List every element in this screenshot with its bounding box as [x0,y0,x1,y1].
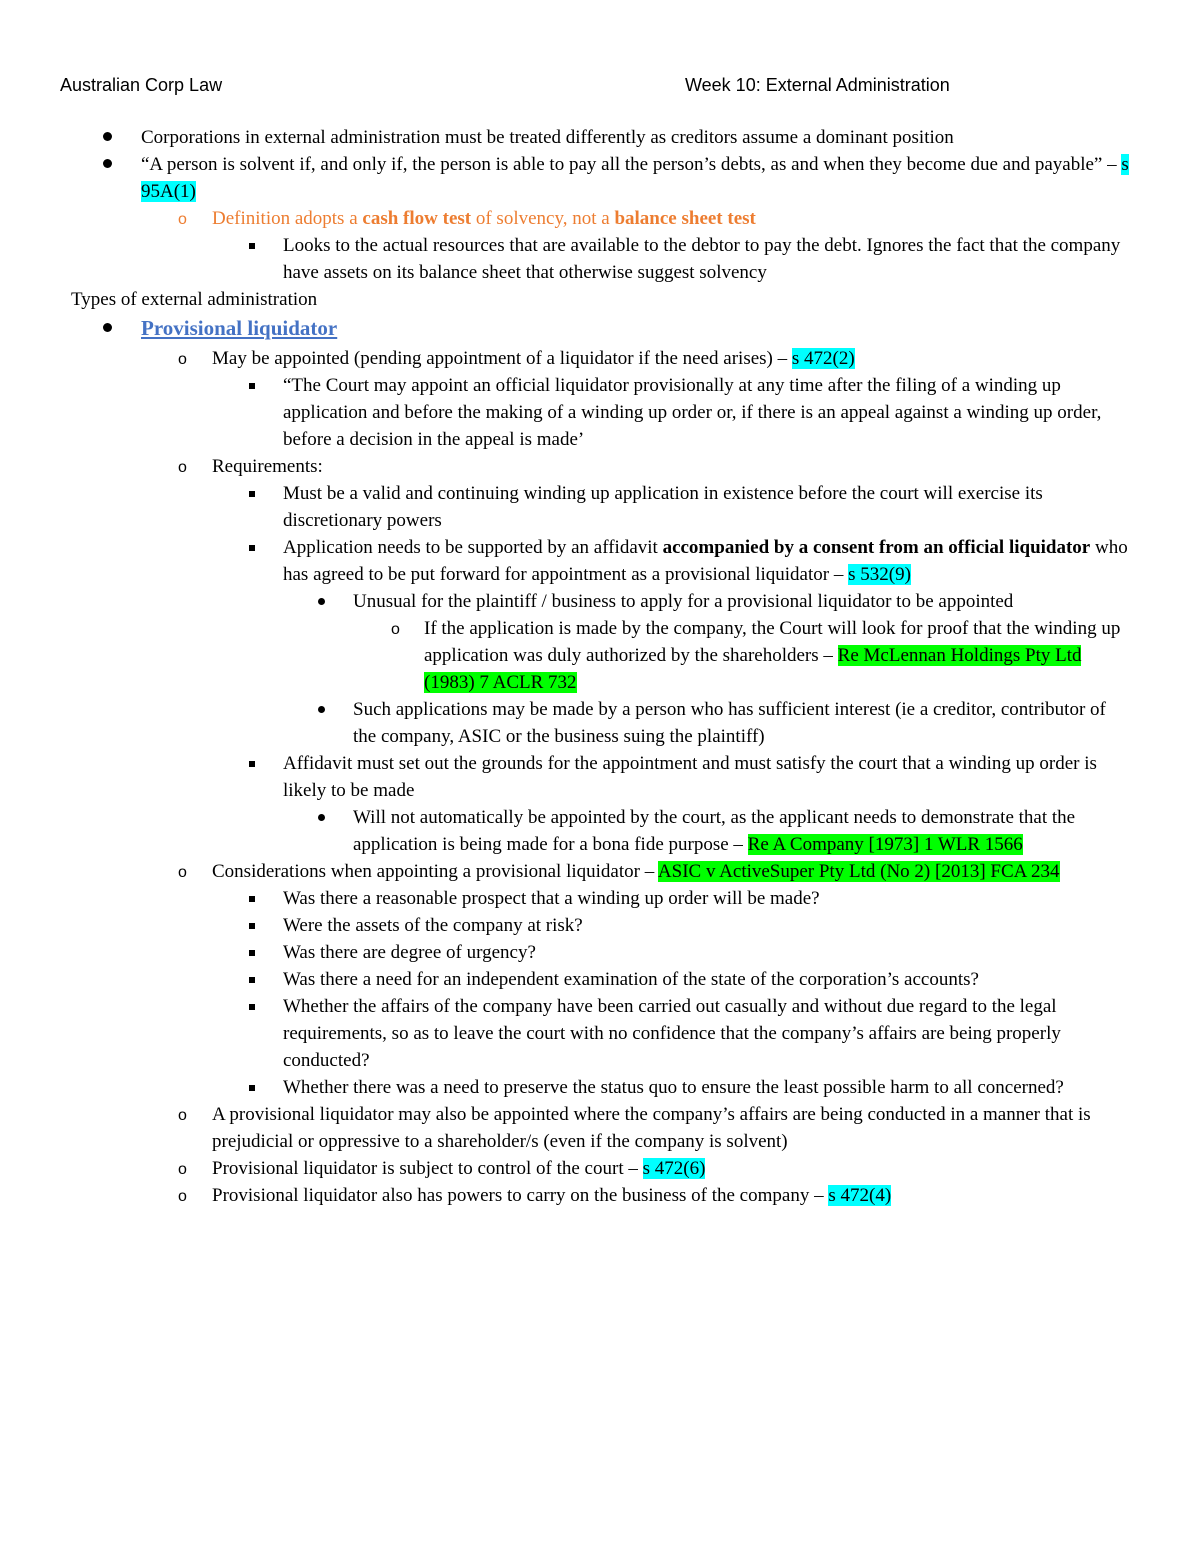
square-bullet-icon [249,896,255,902]
text-run: Must be a valid and continuing winding up application in existence before the court will exercise its discretionary powers [283,483,1043,531]
text-run: Whether the affairs of the company have been carried out casually and without due regard to the legal requirements, so as to leave the court with no confidence that the company’s affairs are being properly conducted? [283,996,1061,1071]
text-run: If the application is made by the company, the Court will look for proof that the winding up application was duly authorized by the shareholders – [424,618,1121,666]
text-run: Such applications may be made by a person who has sufficient interest (ie a creditor, contributor of the company, ASIC or the business suing the plaintiff) [353,699,1106,747]
square-item [0,232,1128,286]
sub-item [0,1155,1130,1182]
text-run: Will not automatically be appointed by the court, as the applicant needs to demonstrate that the application is being made for a bona fide purpose – [353,807,1076,855]
bullet-item [0,151,1131,205]
document-body [0,124,1200,1209]
dot-item [0,696,1129,750]
heading-item [0,313,1131,345]
text-run: “The Court may appoint an official liquidator provisionally at any time after the filing of a winding up application and before the making of a winding up order or, if there is an appeal against a winding up order, before a decision in the appeal is made’ [283,375,1102,450]
circle-marker-icon: o [178,1188,187,1205]
section-ref: s 95A(1) [141,154,1129,202]
text-run-bold: balance sheet test [614,208,756,229]
bullet-text: Corporations in external administration must be treated differently as creditors assume a dominant position [141,127,954,148]
square-item [0,966,1128,993]
sub-item [0,1182,1130,1209]
circle-marker-icon: o [391,621,400,638]
sub-item [0,453,1130,480]
square-bullet-icon [249,383,255,389]
case-ref: Re A Company [1973] 1 WLR 1566 [747,834,1023,855]
text-run-bold: accompanied by a consent from an official liquidator [662,537,1091,558]
bullet-item [0,124,1131,151]
text-run-bold: cash flow test [362,208,472,229]
sub-item [0,1101,1130,1155]
small-dot-icon [318,706,325,713]
square-item [0,912,1128,939]
square-item [0,939,1128,966]
text-run: Definition adopts a [212,208,363,229]
square-bullet-icon [249,761,255,767]
square-item [0,993,1128,1074]
square-item [0,885,1128,912]
square-item [0,750,1128,804]
circle-marker-icon: o [178,864,187,881]
square-bullet-icon [249,1004,255,1010]
section-label: Types of external administration [71,289,318,310]
text-run: Looks to the actual resources that are available to the debtor to pay the debt. Ignores the fact that the company have assets on its balance sheet that otherwise suggest solvency [283,235,1121,283]
bullet-dot-icon [103,159,112,168]
square-bullet-icon [249,243,255,249]
section-ref: s 472(6) [642,1158,706,1179]
text-run: Considerations when appointing a provisional liquidator – [212,861,658,882]
sub-item [0,345,1130,372]
square-bullet-icon [249,950,255,956]
text-run: A provisional liquidator may also be appointed where the company’s affairs are being conducted in a manner that is prejudicial or oppressive to a shareholder/s (even if the company is solvent) [212,1104,1091,1152]
bullet-dot-icon [103,132,112,141]
text-run: Whether there was a need to preserve the status quo to ensure the least possible harm to all concerned? [283,1077,1064,1098]
text-run: May be appointed (pending appointment of a liquidator if the need arises) – [212,348,792,369]
section-ref: s 472(2) [791,348,855,369]
small-dot-icon [318,598,325,605]
circle-marker-icon: o [178,351,187,368]
text-run: Were the assets of the company at risk? [283,915,583,936]
square-bullet-icon [249,977,255,983]
text-run: who has agreed to be put forward for appointment as a provisional liquidator – [283,537,1128,585]
dot-item [0,804,1129,858]
case-ref: Re McLennan Holdings Pty Ltd (1983) 7 ACLR 732 [424,645,1082,693]
circle-marker-icon: o [178,211,187,228]
text-run: Provisional liquidator is subject to control of the court – [212,1158,643,1179]
section-ref: s 532(9) [848,564,911,585]
square-item [0,1074,1128,1101]
square-item [0,480,1128,534]
square-bullet-icon [249,545,255,551]
text-run: Affidavit must set out the grounds for the appointment and must satisfy the court that a winding up order is likely to be made [283,753,1097,801]
section-ref: s 472(4) [828,1185,892,1206]
bullet-dot-icon [103,323,112,332]
text-run: of solvency, not a [471,208,615,229]
square-item [0,534,1128,588]
bullet-text: “A person is solvent if, and only if, the person is able to pay all the person’s debts, as and when they become due and payable” – [141,154,1122,175]
square-item [0,372,1128,453]
text-run: Provisional liquidator also has powers to carry on the business of the company – [212,1185,829,1206]
text-run: Was there are degree of urgency? [283,942,536,963]
sub-item [0,205,1130,232]
case-ref: ASIC v ActiveSuper Pty Ltd (No 2) [2013] FCA 234 [657,861,1060,882]
text-run: Was there a reasonable prospect that a winding up order will be made? [283,888,820,909]
header-left: Australian Corp Law [60,75,223,95]
circle-marker-icon: o [178,459,187,476]
text-run: Application needs to be supported by an affidavit [283,537,663,558]
heading-link[interactable]: Provisional liquidator [141,316,338,340]
dot-item [0,588,1129,615]
circle-marker-icon: o [178,1161,187,1178]
text-run: Requirements: [212,456,323,477]
text-run: Unusual for the plaintiff / business to apply for a provisional liquidator to be appointed [353,591,1014,612]
sub-item [0,615,1129,696]
square-bullet-icon [249,1085,255,1091]
square-bullet-icon [249,923,255,929]
circle-marker-icon: o [178,1107,187,1124]
header-right: Week 10: External Administration [685,75,950,95]
text-run: Was there a need for an independent examination of the state of the corporation’s accounts? [283,969,979,990]
small-dot-icon [318,814,325,821]
square-bullet-icon [249,491,255,497]
sub-item [0,858,1130,885]
